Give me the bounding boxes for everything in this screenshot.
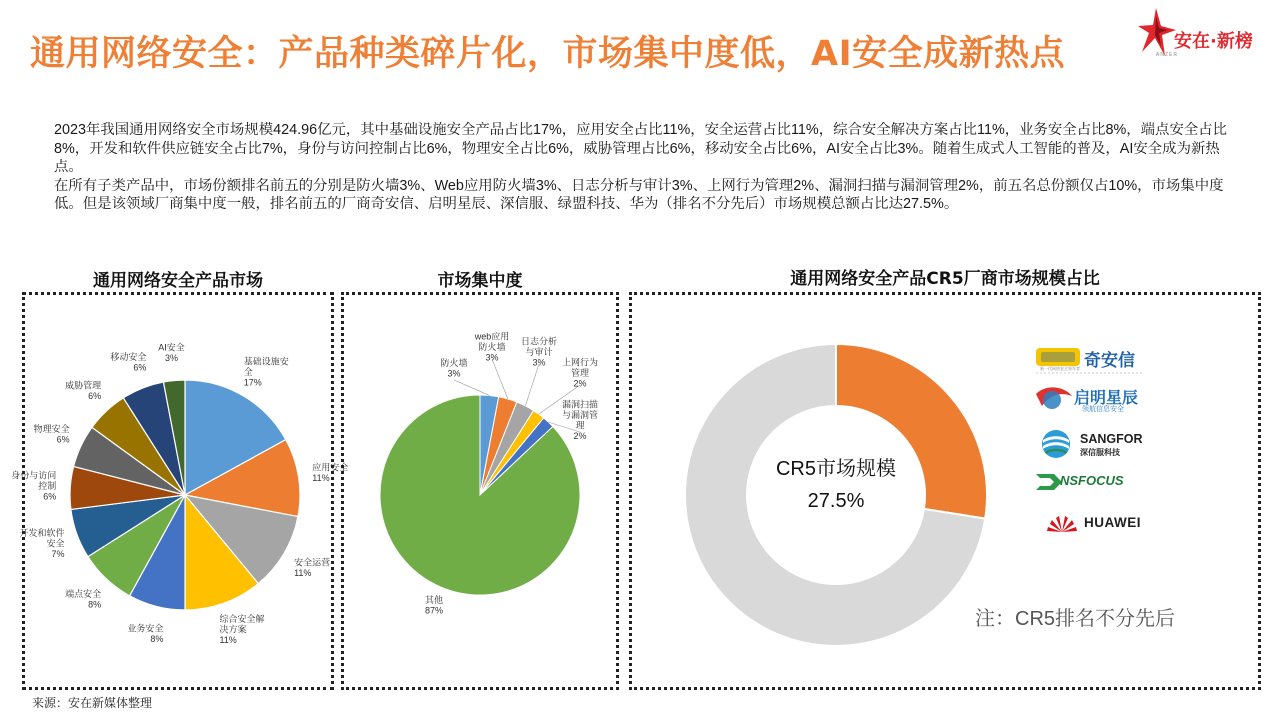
pie-value-label: 2%: [573, 430, 587, 441]
page-title: 通用网络安全：产品种类碎片化，市场集中度低，AI安全成新热点: [30, 34, 1066, 74]
pie-value-label: 2%: [573, 378, 587, 389]
pie-label-0: [440, 357, 467, 379]
pie-leader-line-0: [454, 380, 489, 395]
pie-value-label: 3%: [165, 352, 179, 363]
pie-category-label: 身份与访问: [11, 470, 57, 481]
qianxin-sub: 新一代网络安全领军者: [1040, 366, 1080, 371]
pie-category-label: 决方案: [219, 624, 247, 635]
intro-paragraph-1: 2023年我国通用网络安全市场规模424.96亿元，其中基础设施安全产品占比17%，应用安全占比11%，安全运营占比11%，综合安全解决方案占比11%，业务安全占比8%，端点安全占比8%，开发和软件供应链安全占比7%，身份与访问控制占比6%，物理安全占比6%，威胁管理占比6%，移动安全占比6%，AI安全占比3%。随着生成式人工智能的普及，AI安全成为新热点。: [54, 122, 1228, 175]
pie-category-label: 日志分析: [520, 336, 558, 347]
pie-category-label: web应用: [474, 331, 510, 342]
pie-category-label: 理: [575, 420, 585, 431]
pie-label-2: [521, 336, 557, 368]
pie-label-5: [65, 588, 101, 610]
pie-category-label: 物理安全: [33, 423, 70, 434]
pie-label-1: [474, 331, 510, 363]
pie-value-label: 11%: [219, 635, 237, 646]
qianxin-name: 奇安信: [1084, 351, 1135, 371]
pie-label-8: [34, 423, 70, 445]
mid-chart-title: 市场集中度: [437, 271, 523, 291]
pie-label-4: [127, 622, 163, 644]
qianxin-logo: [1032, 342, 1162, 378]
pie-label-9: [65, 380, 101, 402]
pie-label-4: [562, 398, 598, 441]
pie-category-label: 开发和软件: [19, 527, 65, 538]
left-chart-title: 通用网络安全产品市场: [93, 271, 263, 291]
pie-label-0: [244, 355, 289, 387]
pie-value-label: 11%: [312, 472, 330, 483]
pie-value-label: 17%: [243, 377, 262, 388]
pie-category-label: 其他: [424, 594, 444, 605]
pie-label-11: [158, 341, 185, 363]
huawei-logo: [1032, 508, 1162, 544]
pie-leader-line-1: [492, 359, 508, 399]
pie-category-label: 端点安全: [65, 588, 102, 599]
mid-chart-panel: [341, 292, 619, 690]
pie-category-label: 上网行为: [561, 357, 599, 368]
pie-value-label: 8%: [88, 599, 102, 610]
pie-label-6: [19, 527, 64, 559]
pie-value-label: 6%: [43, 491, 57, 502]
pie-category-label: 移动安全: [110, 351, 147, 362]
concentration-pie: [344, 295, 616, 687]
venustech-name: 启明星辰: [1074, 388, 1139, 407]
pie-category-label: 安全: [46, 538, 65, 549]
pie-value-label: 6%: [88, 391, 102, 402]
pie-category-label: 防火墙: [440, 357, 468, 368]
venustech-sub: 领航信息安全: [1082, 406, 1124, 413]
pie-category-label: 与漏洞管: [561, 409, 599, 420]
source-note: 来源：安在新媒体整理: [32, 696, 153, 710]
pie-category-label: 综合安全解: [219, 614, 265, 625]
pie-value-label: 3%: [532, 357, 546, 368]
pie-label-10: [110, 351, 146, 373]
pie-leader-line-2: [525, 364, 539, 406]
pie-label-7: [11, 470, 56, 502]
donut-center-value: 27.5%: [807, 490, 865, 512]
donut-center-label: CR5市场规模: [775, 458, 897, 480]
pie-category-label: 威胁管理: [65, 380, 102, 391]
pie-category-label: 全: [243, 366, 253, 377]
pie-value-label: 6%: [133, 362, 147, 373]
product-market-pie: [11, 295, 349, 687]
brand-logo: [1138, 8, 1273, 58]
pie-category-label: 管理: [570, 368, 590, 378]
pie-label-3: [219, 613, 264, 645]
pie-value-label: 6%: [56, 434, 70, 445]
brand-logo-sub: ANZER: [1156, 52, 1178, 58]
huawei-name: HUAWEI: [1084, 515, 1141, 530]
pie-category-label: 应用安全: [312, 462, 349, 473]
pie-category-label: 与审计: [525, 347, 553, 357]
nsfocus-name: NSFOCUS: [1060, 473, 1124, 488]
pie-category-label: 控制: [38, 481, 57, 492]
pie-category-label: AI安全: [158, 342, 185, 353]
pie-category-label: 安全运营: [294, 557, 331, 568]
sangfor-name: SANGFOR: [1080, 432, 1143, 446]
pie-value-label: 87%: [424, 605, 444, 616]
pie-value-label: 3%: [485, 352, 499, 363]
pie-category-label: 基础设施安: [243, 356, 289, 367]
brand-logo-text: 安在·新榜: [1174, 31, 1253, 52]
pie-value-label: 7%: [51, 548, 65, 559]
pie-category-label: 业务安全: [127, 623, 164, 634]
pie-label-2: [294, 557, 330, 579]
intro-paragraph-2: 在所有子类产品中，市场份额排名前五的分别是防火墙3%、Web应用防火墙3%、日志分析与审计3%、上网行为管理2%、漏洞扫描与漏洞管理2%，前五名总份额仅占10%，市场集中度低。但是该领域厂商集中度一般，排名前五的厂商奇安信、启明星辰、深信服、绿盟科技、华为（排名不分先后）市场规模总额占比达27.5%。: [54, 177, 1224, 212]
pie-category-label: 漏洞扫描: [561, 399, 599, 410]
pie-value-label: 3%: [447, 368, 461, 379]
venustech-logo: [1032, 382, 1162, 418]
pie-label-3: [562, 357, 598, 389]
right-chart-title: 通用网络安全产品CR5厂商市场规模占比: [790, 269, 1100, 289]
ranking-note: 注：CR5排名不分先后: [975, 608, 1176, 630]
intro-text: [54, 121, 1234, 214]
pie-label-5: [425, 594, 443, 616]
brand-star-icon: [1138, 8, 1178, 58]
nsfocus-logo: [1032, 468, 1162, 504]
left-chart-panel: [11, 292, 349, 690]
sangfor-sub: 深信服科技: [1080, 448, 1120, 457]
pie-value-label: 11%: [294, 568, 312, 579]
pie-value-label: 8%: [150, 633, 164, 644]
pie-category-label: 防火墙: [478, 342, 506, 352]
sangfor-logo: [1032, 428, 1162, 464]
